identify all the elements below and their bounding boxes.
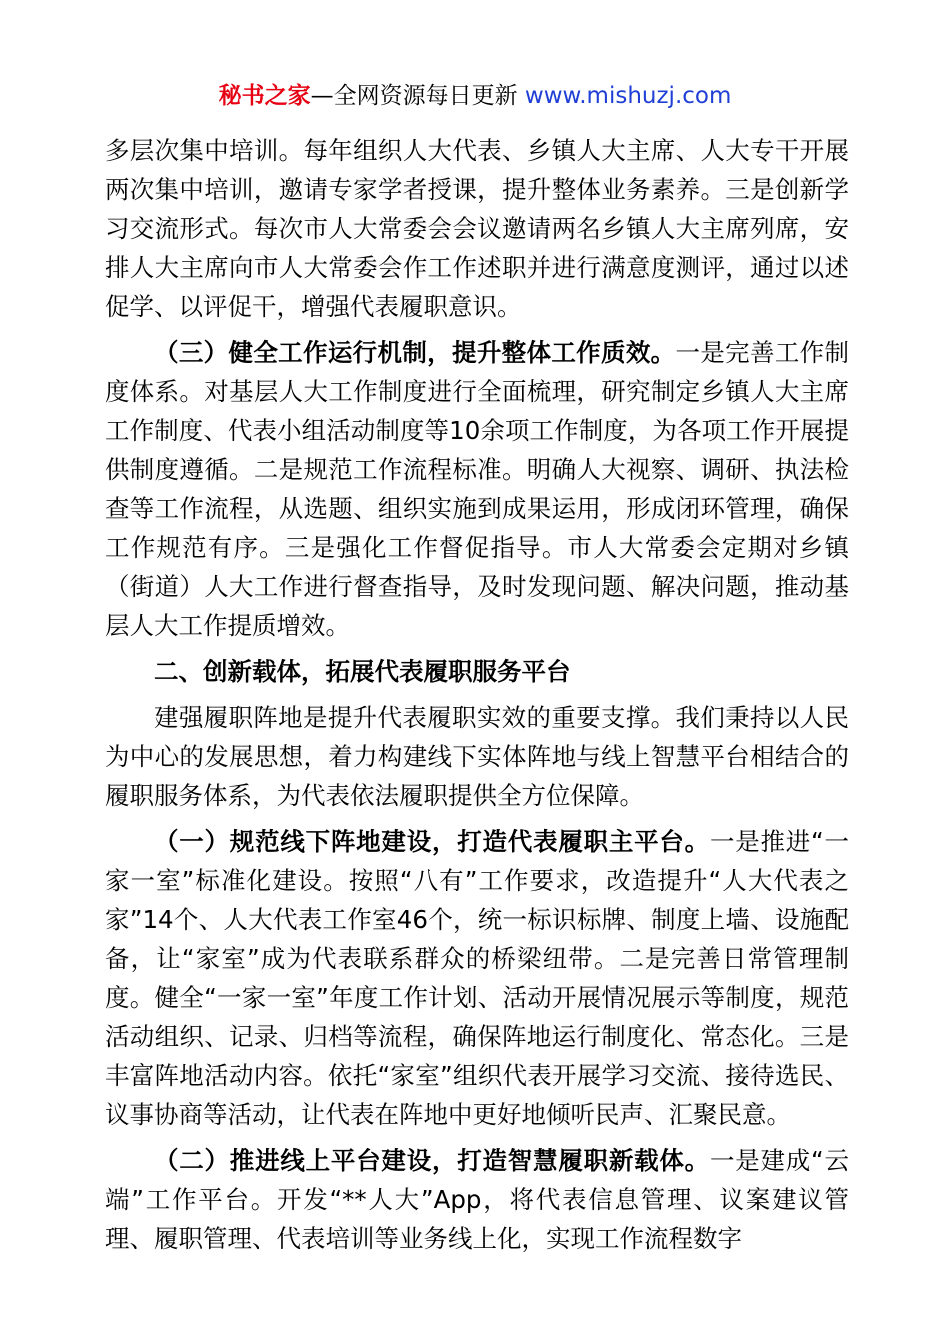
site-header: [0, 80, 950, 112]
paragraph-text: 一是建成“云端”工作平台。开发“**人大”App，将代表信息管理、议案建议管理、履职管理、代表培训等业务线上化，实现工作流程数字: [105, 1146, 849, 1253]
section-heading-text: 二、创新载体，拓展代表履职服务平台: [154, 657, 571, 686]
paragraph-text: 多层次集中培训。每年组织人大代表、乡镇人大主席、人大专干开展两次集中培训，邀请专家学者授课，提升整体业务素养。三是创新学习交流形式。每次市人大常委会会议邀请两名乡镇人大主席列席，安排人大主席向市人大常委会作工作述职并进行满意度测评，通过以述促学、以评促干，增强代表履职意识。: [105, 136, 849, 321]
paragraph-mechanism: [105, 333, 849, 645]
document-body: [105, 131, 849, 1265]
section-heading: [105, 652, 849, 691]
paragraph-lead: （三）健全工作运行机制，提升整体工作质效。: [154, 338, 676, 367]
paragraph-lead: （二）推进线上平台建设，打造智慧履职新载体。: [154, 1146, 710, 1175]
site-brand: 秘书之家: [218, 83, 311, 109]
paragraph-intro: [105, 698, 849, 815]
site-tagline: —全网资源每日更新: [310, 83, 518, 109]
paragraph-text: 一是完善工作制度体系。对基层人大工作制度进行全面梳理，研究制定乡镇人大主席工作制度、代表小组活动制度等10余项工作制度，为各项工作开展提供制度遵循。二是规范工作流程标准。明确人大视察、调研、执法检查等工作流程，从选题、组织实施到成果运用，形成闭环管理，确保工作规范有序。三是强化工作督促指导。市人大常委会定期对乡镇（街道）人大工作进行督查指导，及时发现问题、解决问题，推动基层人大工作提质增效。: [105, 338, 849, 640]
paragraph-text: 建强履职阵地是提升代表履职实效的重要支撑。我们秉持以人民为中心的发展思想，着力构建线下实体阵地与线上智慧平台相结合的履职服务体系，为代表依法履职提供全方位保障。: [105, 703, 849, 810]
paragraph-offline-platform: [105, 822, 849, 1134]
paragraph-training: [105, 131, 849, 326]
paragraph-text: 一是推进“一家一室”标准化建设。按照“八有”工作要求，改造提升“人大代表之家”14个、人大代表工作室46个，统一标识标牌、制度上墙、设施配备，让“家室”成为代表联系群众的桥梁纽带。二是完善日常管理制度。健全“一家一室”年度工作计划、活动开展情况展示等制度，规范活动组织、记录、归档等流程，确保阵地运行制度化、常态化。三是丰富阵地活动内容。依托“家室”组织代表开展学习交流、接待选民、议事协商等活动，让代表在阵地中更好地倾听民声、汇聚民意。: [105, 827, 849, 1129]
paragraph-lead: （一）规范线下阵地建设，打造代表履职主平台。: [154, 827, 710, 856]
site-url[interactable]: www.mishuzj.com: [524, 83, 732, 109]
paragraph-online-platform: [105, 1141, 849, 1258]
